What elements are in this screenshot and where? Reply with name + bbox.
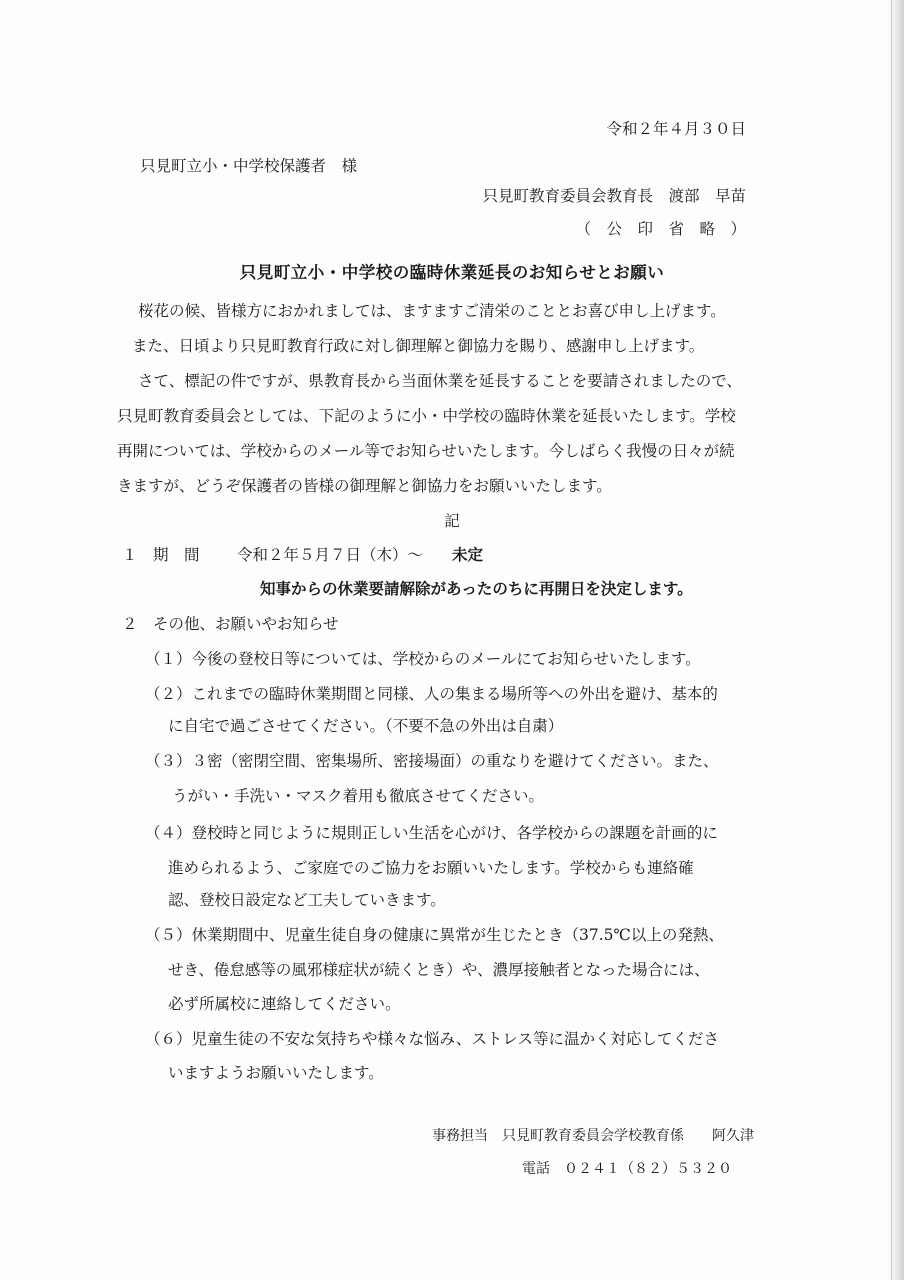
other-label: ２ その他、お願いやお知らせ — [122, 615, 339, 633]
scan-edge-line — [891, 0, 892, 1280]
list-item: （１）今後の登校日等については、学校からのメールにてお知らせいたします。 — [145, 650, 701, 668]
paragraph-line: きますが、どうぞ保護者の皆様の御理解と御協力をお願いいたします。 — [117, 477, 612, 495]
list-item-cont: 進められるよう、ご家庭でのご協力をお願いいたします。学校からも連絡確 — [168, 859, 694, 877]
list-item: （２）これまでの臨時休業期間と同様、人の集まる場所等への外出を避け、基本的 — [145, 685, 718, 703]
document-date: 令和２年４月３０日 — [606, 120, 746, 138]
list-item-cont: いますようお願いいたします。 — [168, 1064, 384, 1082]
list-item: （４）登校時と同じように規則正しい生活を心がけ、各学校からの課題を計画的に — [145, 824, 718, 842]
list-item-cont: 認、登校日設定など工夫していきます。 — [168, 891, 446, 909]
paragraph-line: 再開については、学校からのメール等でお知らせいたします。今しばらく我慢の日々が続 — [117, 442, 735, 460]
list-item-cont: せき、倦怠感等の風邪様症状が続くとき）や、濃厚接触者となった場合には、 — [168, 961, 710, 979]
list-item-cont: に自宅で過ごさせてください。（不要不急の外出は自粛） — [168, 717, 564, 735]
document-title: 只見町立小・中学校の臨時休業延長のお知らせとお願い — [239, 263, 665, 282]
list-item-cont: うがい・手洗い・マスク着用も徹底させてください。 — [172, 787, 545, 805]
list-item-cont: 必ず所属校に連絡してください。 — [168, 995, 401, 1013]
ki-heading: 記 — [444, 512, 460, 530]
paragraph-line: 只見町教育委員会としては、下記のように小・中学校の臨時休業を延長いたします。学校 — [117, 407, 736, 425]
recipient: 只見町立小・中学校保護者 様 — [140, 157, 358, 175]
seal-note: （ 公 印 省 略 ） — [575, 220, 746, 238]
list-item: （３）３密（密閉空間、密集場所、密接場面）の重なりを避けてください。また、 — [145, 752, 719, 770]
period-end: 未定 — [452, 545, 484, 564]
list-item: （５）休業期間中、児童生徒自身の健康に異常が生じたとき（37.5℃以上の発熱、 — [145, 926, 724, 944]
period-label: １ 期 間 — [122, 546, 200, 564]
scan-edge-shadow — [886, 0, 904, 1280]
period-note: 知事からの休業要請解除があったのちに再開日を決定します。 — [260, 579, 693, 598]
contact-person: 事務担当 只見町教育委員会学校教育係 阿久津 — [432, 1128, 754, 1144]
paragraph-line: さて、標記の件ですが、県教育長から当面休業を延長することを要請されましたので、 — [138, 372, 742, 390]
paragraph-thanks: また、日頃より只見町教育行政に対し御理解と御協力を賜り、感謝申し上げます。 — [132, 337, 705, 355]
period-value: 令和２年５月７日（木）～ — [237, 546, 424, 564]
sender: 只見町教育委員会教育長 渡部 早苗 — [482, 187, 746, 205]
paragraph-greeting: 桜花の候、皆様方におかれましては、ますますご清栄のこととお喜び申し上げます。 — [138, 302, 726, 320]
list-item: （６）児童生徒の不安な気持ちや様々な悩み、ストレス等に温かく対応してくださ — [145, 1030, 719, 1048]
contact-phone: 電話 ０２４１（８２）５３２０ — [522, 1161, 732, 1177]
